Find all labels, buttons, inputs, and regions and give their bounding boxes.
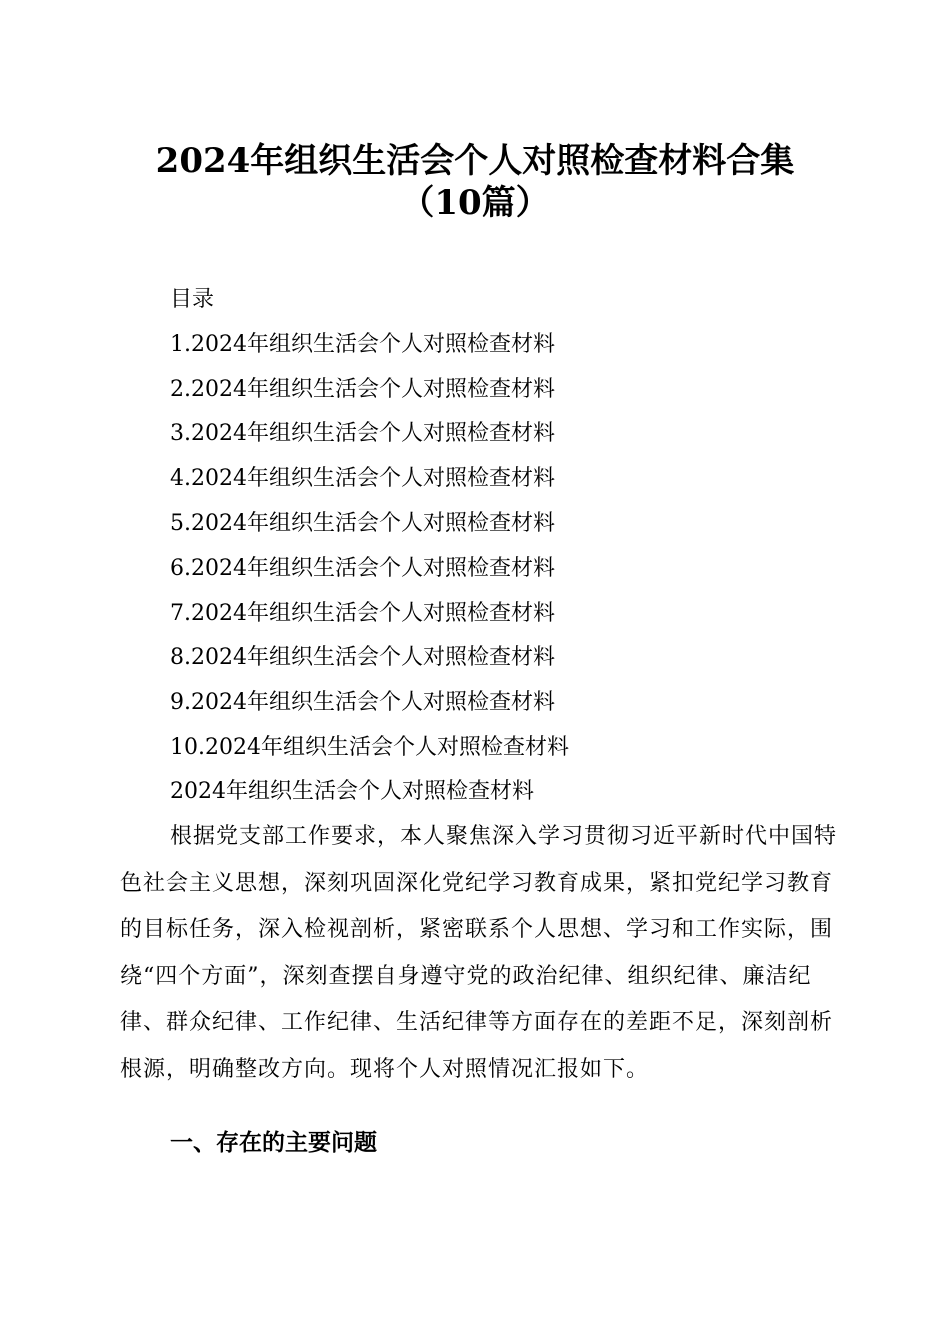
toc-item-5[interactable]: 5.2024年组织生活会个人对照检查材料 <box>170 510 555 536</box>
toc-heading: 目录 <box>170 287 215 312</box>
article-title: 2024年组织生活会个人对照检查材料 <box>170 779 534 804</box>
intro-paragraph: 根据党支部工作要求，本人聚焦深入学习贯彻习近平新时代中国特色社会主义思想，深刻巩固深化党纪学习教育成果，紧扣党纪学习教育的目标任务，深入检视剖析，紧密联系个人思想、学习和工作实际，围绕“四个方面”，深刻查摆自身遵守党的政治纪律、组织纪律、廉洁纪律、群众纪律、工作纪律、生活纪律等方面存在的差距不足，深刻剖析根源，明确整改方向。现将个人对照情况汇报如下。 <box>120 824 838 1082</box>
toc-item-10[interactable]: 10.2024年组织生活会个人对照检查材料 <box>170 734 569 760</box>
document-title: 2024年组织生活会个人对照检查材料合集 <box>155 141 795 181</box>
toc-item-9[interactable]: 9.2024年组织生活会个人对照检查材料 <box>170 690 555 716</box>
toc-item-1[interactable]: 1.2024年组织生活会个人对照检查材料 <box>170 331 555 357</box>
section-heading-main-problems: 一、存在的主要问题 <box>170 1130 377 1156</box>
table-of-contents <box>170 278 569 771</box>
toc-item-3[interactable]: 3.2024年组织生活会个人对照检查材料 <box>170 421 555 447</box>
toc-item-4[interactable]: 4.2024年组织生活会个人对照检查材料 <box>170 466 555 492</box>
document-title-count: （10篇） <box>400 183 550 223</box>
toc-item-6[interactable]: 6.2024年组织生活会个人对照检查材料 <box>170 555 555 581</box>
toc-item-7[interactable]: 7.2024年组织生活会个人对照检查材料 <box>170 600 555 626</box>
toc-item-8[interactable]: 8.2024年组织生活会个人对照检查材料 <box>170 645 555 671</box>
toc-item-2[interactable]: 2.2024年组织生活会个人对照检查材料 <box>170 376 555 402</box>
